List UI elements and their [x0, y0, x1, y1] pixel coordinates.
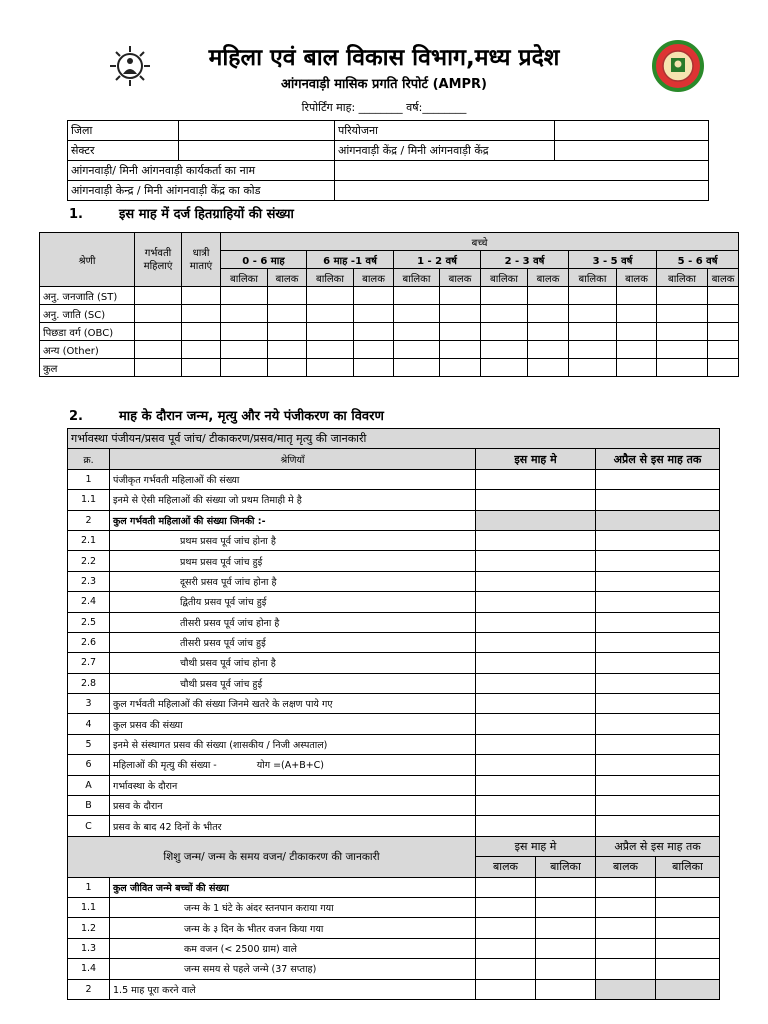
- row-label: [110, 510, 476, 530]
- count-cell[interactable]: [440, 287, 481, 305]
- section-2-heading: [69, 406, 384, 424]
- april-to-date-cell[interactable]: [596, 694, 720, 714]
- count-cell[interactable]: [569, 323, 617, 341]
- count-cell[interactable]: [354, 323, 394, 341]
- serial-number: 1.3: [68, 938, 110, 958]
- this-month-header: इस माह मे: [476, 449, 596, 469]
- serial-number: 1.4: [68, 959, 110, 979]
- row-label: [110, 612, 476, 632]
- infant-april-to-date-header: अप्रैल से इस माह तक: [596, 836, 720, 856]
- row-label-text: द्वितीय प्रसव पूर्व जांच हुई: [180, 597, 267, 609]
- count-cell[interactable]: [182, 323, 221, 341]
- count-cell[interactable]: [528, 287, 569, 305]
- table-row: [68, 938, 720, 958]
- count-cell[interactable]: [569, 287, 617, 305]
- age-group-header: 3 - 5 वर्ष: [569, 251, 657, 269]
- count-cell[interactable]: [476, 918, 536, 938]
- count-cell[interactable]: [596, 877, 656, 897]
- table-row: [68, 469, 720, 489]
- this-month-cell[interactable]: [476, 612, 596, 632]
- count-cell[interactable]: [481, 359, 528, 377]
- count-cell[interactable]: [481, 287, 528, 305]
- april-to-date-cell[interactable]: [596, 653, 720, 673]
- table-row: [68, 632, 720, 652]
- row-label-text: चौथी प्रसव पूर्व जांच हुई: [180, 678, 263, 690]
- count-cell[interactable]: [708, 287, 739, 305]
- count-cell[interactable]: [440, 359, 481, 377]
- count-cell[interactable]: [656, 877, 720, 897]
- table-row: [68, 918, 720, 938]
- girl-header: बालिका: [656, 857, 720, 877]
- count-cell[interactable]: [440, 341, 481, 359]
- serial-number: 2.2: [68, 551, 110, 571]
- project-label: परियोजना: [335, 121, 555, 141]
- pregnant-women-header: गर्भवती महिलाएं: [135, 233, 182, 287]
- row-label-text: तीसरी प्रसव पूर्व जांच होना है: [180, 617, 280, 629]
- april-to-date-cell[interactable]: [596, 714, 720, 734]
- boy-header: बालक: [528, 269, 569, 287]
- row-label: [110, 714, 476, 734]
- count-cell[interactable]: [657, 305, 708, 323]
- april-to-date-cell[interactable]: [596, 632, 720, 652]
- count-cell[interactable]: [476, 897, 536, 917]
- centre-info-table: [67, 120, 709, 201]
- row-label-text: प्रसव के बाद 42 दिनों के भीतर: [113, 821, 222, 833]
- category-label: कुल: [40, 359, 135, 377]
- count-cell[interactable]: [617, 323, 657, 341]
- this-month-cell[interactable]: [476, 530, 596, 550]
- row-label-text: कुल गर्भवती महिलाओं की संख्या जिनमे खतरे के लक्षण पाये गए: [113, 699, 333, 711]
- april-to-date-cell[interactable]: [596, 796, 720, 816]
- girl-header: बालिका: [536, 857, 596, 877]
- lactating-mothers-header: धात्री माताएं: [182, 233, 221, 287]
- row-label: [110, 734, 476, 754]
- count-cell[interactable]: [394, 359, 440, 377]
- row-label: [110, 551, 476, 571]
- count-cell[interactable]: [536, 979, 596, 999]
- count-cell[interactable]: [182, 341, 221, 359]
- table-row: [68, 694, 720, 714]
- category-label: अनु. जनजाति (ST): [40, 287, 135, 305]
- centre-code-field[interactable]: [335, 181, 709, 201]
- serial-number: 2.5: [68, 612, 110, 632]
- table-row: [68, 979, 720, 999]
- count-cell[interactable]: [708, 359, 739, 377]
- district-field[interactable]: [179, 121, 335, 141]
- count-cell[interactable]: [528, 305, 569, 323]
- table-row: [68, 612, 720, 632]
- row-label: [110, 755, 476, 775]
- this-month-cell[interactable]: [476, 510, 596, 530]
- serial-number: 2: [68, 979, 110, 999]
- count-cell[interactable]: [221, 341, 268, 359]
- row-label-text: प्रथम प्रसव पूर्व जांच होना है: [180, 536, 276, 548]
- count-cell[interactable]: [708, 341, 739, 359]
- april-to-date-cell[interactable]: [596, 673, 720, 693]
- age-group-header: 2 - 3 वर्ष: [481, 251, 569, 269]
- count-cell[interactable]: [354, 341, 394, 359]
- serial-number: 2.6: [68, 632, 110, 652]
- boy-header: बालक: [440, 269, 481, 287]
- table-row: [68, 877, 720, 897]
- count-cell[interactable]: [481, 305, 528, 323]
- count-cell[interactable]: [307, 323, 354, 341]
- count-cell[interactable]: [657, 287, 708, 305]
- count-cell[interactable]: [536, 959, 596, 979]
- table-row: [68, 673, 720, 693]
- table-row: [40, 359, 739, 377]
- table-row: [40, 323, 739, 341]
- row-label: [110, 694, 476, 714]
- boy-header: बालक: [617, 269, 657, 287]
- serial-number: B: [68, 796, 110, 816]
- count-cell[interactable]: [528, 323, 569, 341]
- girl-header: बालिका: [221, 269, 268, 287]
- report-title: आंगनवाड़ी मासिक प्रगति रिपोर्ट (AMPR): [280, 77, 488, 92]
- count-cell[interactable]: [182, 305, 221, 323]
- count-cell[interactable]: [268, 341, 307, 359]
- count-cell[interactable]: [476, 979, 536, 999]
- reporting-period: रिपोर्टिंग माह: ________ वर्ष:________: [301, 101, 467, 114]
- row-label-text: कुल गर्भवती महिलाओं की संख्या जिनकी :-: [113, 515, 266, 527]
- this-month-cell[interactable]: [476, 490, 596, 510]
- count-cell[interactable]: [135, 341, 182, 359]
- count-cell[interactable]: [656, 897, 720, 917]
- april-to-date-cell[interactable]: [596, 530, 720, 550]
- this-month-cell[interactable]: [476, 632, 596, 652]
- count-cell[interactable]: [394, 305, 440, 323]
- this-month-cell[interactable]: [476, 469, 596, 489]
- row-label: [110, 816, 476, 836]
- category-label: पिछडा वर्ग (OBC): [40, 323, 135, 341]
- count-cell[interactable]: [394, 287, 440, 305]
- row-label-text: गर्भावस्था के दौरान: [113, 780, 178, 792]
- serial-number: 4: [68, 714, 110, 734]
- boy-header: बालक: [708, 269, 739, 287]
- count-cell[interactable]: [596, 959, 656, 979]
- table-row: [68, 653, 720, 673]
- boy-header: बालक: [596, 857, 656, 877]
- table-row: [68, 897, 720, 917]
- table-row: [68, 714, 720, 734]
- count-cell[interactable]: [394, 341, 440, 359]
- categories-header: श्रेणियाँ: [110, 449, 476, 469]
- count-cell[interactable]: [135, 323, 182, 341]
- count-cell[interactable]: [268, 287, 307, 305]
- form-header: [0, 0, 768, 118]
- serial-number: 2.3: [68, 571, 110, 591]
- centre-field[interactable]: [555, 141, 709, 161]
- girl-header: बालिका: [307, 269, 354, 287]
- age-group-header: 1 - 2 वर्ष: [394, 251, 481, 269]
- serial-number: 2: [68, 510, 110, 530]
- count-cell[interactable]: [596, 938, 656, 958]
- count-cell[interactable]: [221, 359, 268, 377]
- pregnancy-section-band: गर्भावस्था पंजीयन/प्रसव पूर्व जांच/ टीकाकरण/प्रसव/मातृ मृत्यु की जानकारी: [68, 429, 720, 449]
- count-cell[interactable]: [569, 359, 617, 377]
- this-month-cell[interactable]: [476, 796, 596, 816]
- girl-header: बालिका: [657, 269, 708, 287]
- section-2-title: माह के दौरान जन्म, मृत्यु और नये पंजीकरण का विवरण: [119, 409, 384, 424]
- count-cell[interactable]: [617, 341, 657, 359]
- age-group-header: 0 - 6 माह: [221, 251, 307, 269]
- project-field[interactable]: [555, 121, 709, 141]
- row-label-text: तीसरी प्रसव पूर्व जांच हुई: [180, 638, 266, 650]
- table-row: [68, 959, 720, 979]
- serial-number: 2.1: [68, 530, 110, 550]
- category-label: अनु. जाति (SC): [40, 305, 135, 323]
- row-label-text: प्रथम प्रसव पूर्व जांच हुई: [180, 556, 263, 568]
- april-to-date-cell[interactable]: [596, 755, 720, 775]
- serial-header: क्र.: [68, 449, 110, 469]
- row-label: जन्म समय से पहले जन्मे (37 सप्ताह): [110, 959, 476, 979]
- count-cell[interactable]: [135, 359, 182, 377]
- april-to-date-cell[interactable]: [596, 592, 720, 612]
- table-row: [68, 490, 720, 510]
- april-to-date-cell[interactable]: [596, 816, 720, 836]
- row-label: [110, 571, 476, 591]
- centre-label: आंगनवाड़ी केंद्र / मिनी आंगनवाड़ी केंद्र: [335, 141, 555, 161]
- serial-number: 1: [68, 877, 110, 897]
- row-label: [110, 469, 476, 489]
- girl-header: बालिका: [481, 269, 528, 287]
- row-label: 1.5 माह पूरा करने वाले: [110, 979, 476, 999]
- count-cell[interactable]: [656, 918, 720, 938]
- count-cell[interactable]: [656, 938, 720, 958]
- count-cell[interactable]: [354, 287, 394, 305]
- count-cell[interactable]: [657, 341, 708, 359]
- april-to-date-header: अप्रैल से इस माह तक: [596, 449, 720, 469]
- count-cell[interactable]: [656, 979, 720, 999]
- count-cell[interactable]: [569, 341, 617, 359]
- row-label: कम वजन (< 2500 ग्राम) वाले: [110, 938, 476, 958]
- count-cell[interactable]: [536, 918, 596, 938]
- infant-this-month-header: इस माह मे: [476, 836, 596, 856]
- count-cell[interactable]: [354, 305, 394, 323]
- row-label-text: दूसरी प्रसव पूर्व जांच होना है: [180, 576, 277, 588]
- serial-number: 5: [68, 734, 110, 754]
- count-cell[interactable]: [268, 305, 307, 323]
- table-row: [68, 796, 720, 816]
- count-cell[interactable]: [182, 287, 221, 305]
- age-group-header: 5 - 6 वर्ष: [657, 251, 739, 269]
- count-cell[interactable]: [307, 341, 354, 359]
- count-cell[interactable]: [221, 287, 268, 305]
- this-month-cell[interactable]: [476, 714, 596, 734]
- row-label: [110, 796, 476, 816]
- section-1-title: इस माह में दर्ज हितग्राहियों की संख्या: [119, 207, 294, 222]
- row-label-text: इनमे से संस्थागत प्रसव की संख्या (शासकीय / निजी अस्पताल): [113, 740, 328, 752]
- table-row: [40, 341, 739, 359]
- row-label: [110, 653, 476, 673]
- april-to-date-cell[interactable]: [596, 469, 720, 489]
- boy-header: बालक: [268, 269, 307, 287]
- april-to-date-cell[interactable]: [596, 510, 720, 530]
- april-to-date-cell[interactable]: [596, 734, 720, 754]
- total-formula: योग =(A+B+C): [256, 760, 325, 772]
- count-cell[interactable]: [354, 359, 394, 377]
- row-label: [110, 632, 476, 652]
- sector-field[interactable]: [179, 141, 335, 161]
- count-cell[interactable]: [221, 323, 268, 341]
- this-month-cell[interactable]: [476, 734, 596, 754]
- table-row: [68, 571, 720, 591]
- table-row: [68, 551, 720, 571]
- count-cell[interactable]: [528, 341, 569, 359]
- serial-number: 1: [68, 469, 110, 489]
- section-2-number: 2.: [69, 409, 83, 424]
- infant-section-band: शिशु जन्म/ जन्म के समय वजन/ टीकाकरण की जानकारी: [68, 836, 476, 877]
- serial-number: 2.4: [68, 592, 110, 612]
- count-cell[interactable]: [476, 938, 536, 958]
- worker-name-field[interactable]: [335, 161, 709, 181]
- section-1-heading: [69, 204, 294, 222]
- this-month-cell[interactable]: [476, 694, 596, 714]
- count-cell[interactable]: [657, 323, 708, 341]
- girl-header: बालिका: [569, 269, 617, 287]
- row-label: [110, 775, 476, 795]
- table-row: [68, 816, 720, 836]
- serial-number: 1.1: [68, 490, 110, 510]
- sector-label: सेक्टर: [68, 141, 179, 161]
- row-label-text: कुल प्रसव की संख्या: [113, 719, 183, 731]
- row-label: [110, 490, 476, 510]
- this-month-cell[interactable]: [476, 571, 596, 591]
- serial-number: C: [68, 816, 110, 836]
- serial-number: 2.8: [68, 673, 110, 693]
- boy-header: बालक: [476, 857, 536, 877]
- row-label-text: पंजीकृत गर्भवती महिलाओं की संख्या: [113, 474, 240, 486]
- boy-header: बालक: [354, 269, 394, 287]
- row-label-text: इनमे से ऐसी महिलाओं की संख्या जो प्रथम तिमाही मे है: [113, 495, 302, 507]
- april-to-date-cell[interactable]: [596, 775, 720, 795]
- centre-code-label: आंगनवाड़ी केन्द्र / मिनी आंगनवाड़ी केंद्र का कोड: [68, 181, 335, 201]
- count-cell[interactable]: [657, 359, 708, 377]
- serial-number: 1.2: [68, 918, 110, 938]
- table-row: [40, 305, 739, 323]
- count-cell[interactable]: [617, 359, 657, 377]
- count-cell[interactable]: [569, 305, 617, 323]
- this-month-cell[interactable]: [476, 653, 596, 673]
- count-cell[interactable]: [536, 938, 596, 958]
- department-title: महिला एवं बाल विकास विभाग,मध्य प्रदेश: [208, 45, 560, 71]
- count-cell[interactable]: [307, 287, 354, 305]
- this-month-cell[interactable]: [476, 816, 596, 836]
- count-cell[interactable]: [481, 341, 528, 359]
- row-label: जन्म के 1 घंटे के अंदर स्तनपान कराया गया: [110, 897, 476, 917]
- count-cell[interactable]: [394, 323, 440, 341]
- count-cell[interactable]: [708, 323, 739, 341]
- row-label: [110, 530, 476, 550]
- registration-details-table: [67, 428, 720, 1000]
- this-month-cell[interactable]: [476, 673, 596, 693]
- row-label-text: चौथी प्रसव पूर्व जांच होना है: [180, 658, 276, 670]
- table-row: [68, 592, 720, 612]
- count-cell[interactable]: [135, 287, 182, 305]
- table-row: [68, 755, 720, 775]
- beneficiaries-table: [39, 232, 739, 377]
- count-cell[interactable]: [440, 305, 481, 323]
- serial-number: 3: [68, 694, 110, 714]
- this-month-cell[interactable]: [476, 592, 596, 612]
- count-cell[interactable]: [135, 305, 182, 323]
- table-row: [40, 287, 739, 305]
- category-label: अन्य (Other): [40, 341, 135, 359]
- april-to-date-cell[interactable]: [596, 490, 720, 510]
- april-to-date-cell[interactable]: [596, 571, 720, 591]
- row-label-text: प्रसव के दौरान: [113, 801, 163, 813]
- count-cell[interactable]: [596, 979, 656, 999]
- count-cell[interactable]: [656, 959, 720, 979]
- table-row: [68, 734, 720, 754]
- count-cell[interactable]: [440, 323, 481, 341]
- count-cell[interactable]: [476, 959, 536, 979]
- girl-header: बालिका: [394, 269, 440, 287]
- this-month-cell[interactable]: [476, 775, 596, 795]
- this-month-cell[interactable]: [476, 551, 596, 571]
- age-group-header: 6 माह -1 वर्ष: [307, 251, 394, 269]
- children-header: बच्चे: [221, 233, 739, 251]
- serial-number: 6: [68, 755, 110, 775]
- april-to-date-cell[interactable]: [596, 551, 720, 571]
- count-cell[interactable]: [182, 359, 221, 377]
- count-cell[interactable]: [617, 305, 657, 323]
- count-cell[interactable]: [307, 359, 354, 377]
- count-cell[interactable]: [268, 359, 307, 377]
- row-label: [110, 673, 476, 693]
- section-1-number: 1.: [69, 207, 83, 222]
- count-cell[interactable]: [221, 305, 268, 323]
- count-cell[interactable]: [268, 323, 307, 341]
- table-row: [68, 510, 720, 530]
- district-label: जिला: [68, 121, 179, 141]
- count-cell[interactable]: [528, 359, 569, 377]
- count-cell[interactable]: [481, 323, 528, 341]
- row-label: जन्म के ३ दिन के भीतर वजन किया गया: [110, 918, 476, 938]
- serial-number: 1.1: [68, 897, 110, 917]
- count-cell[interactable]: [476, 877, 536, 897]
- row-label: [110, 592, 476, 612]
- category-header: श्रेणी: [40, 233, 135, 287]
- april-to-date-cell[interactable]: [596, 612, 720, 632]
- count-cell[interactable]: [536, 897, 596, 917]
- count-cell[interactable]: [596, 897, 656, 917]
- row-label: कुल जीवित जन्मे बच्चों की संख्या: [110, 877, 476, 897]
- this-month-cell[interactable]: [476, 755, 596, 775]
- count-cell[interactable]: [307, 305, 354, 323]
- serial-number: A: [68, 775, 110, 795]
- count-cell[interactable]: [708, 305, 739, 323]
- count-cell[interactable]: [536, 877, 596, 897]
- count-cell[interactable]: [596, 918, 656, 938]
- serial-number: 2.7: [68, 653, 110, 673]
- table-row: [68, 775, 720, 795]
- worker-name-label: आंगनवाड़ी/ मिनी आंगनवाड़ी कार्यकर्ता का नाम: [68, 161, 335, 181]
- count-cell[interactable]: [617, 287, 657, 305]
- row-label-text: महिलाओं की मृत्यु की संख्या -: [113, 760, 217, 772]
- table-row: [68, 530, 720, 550]
